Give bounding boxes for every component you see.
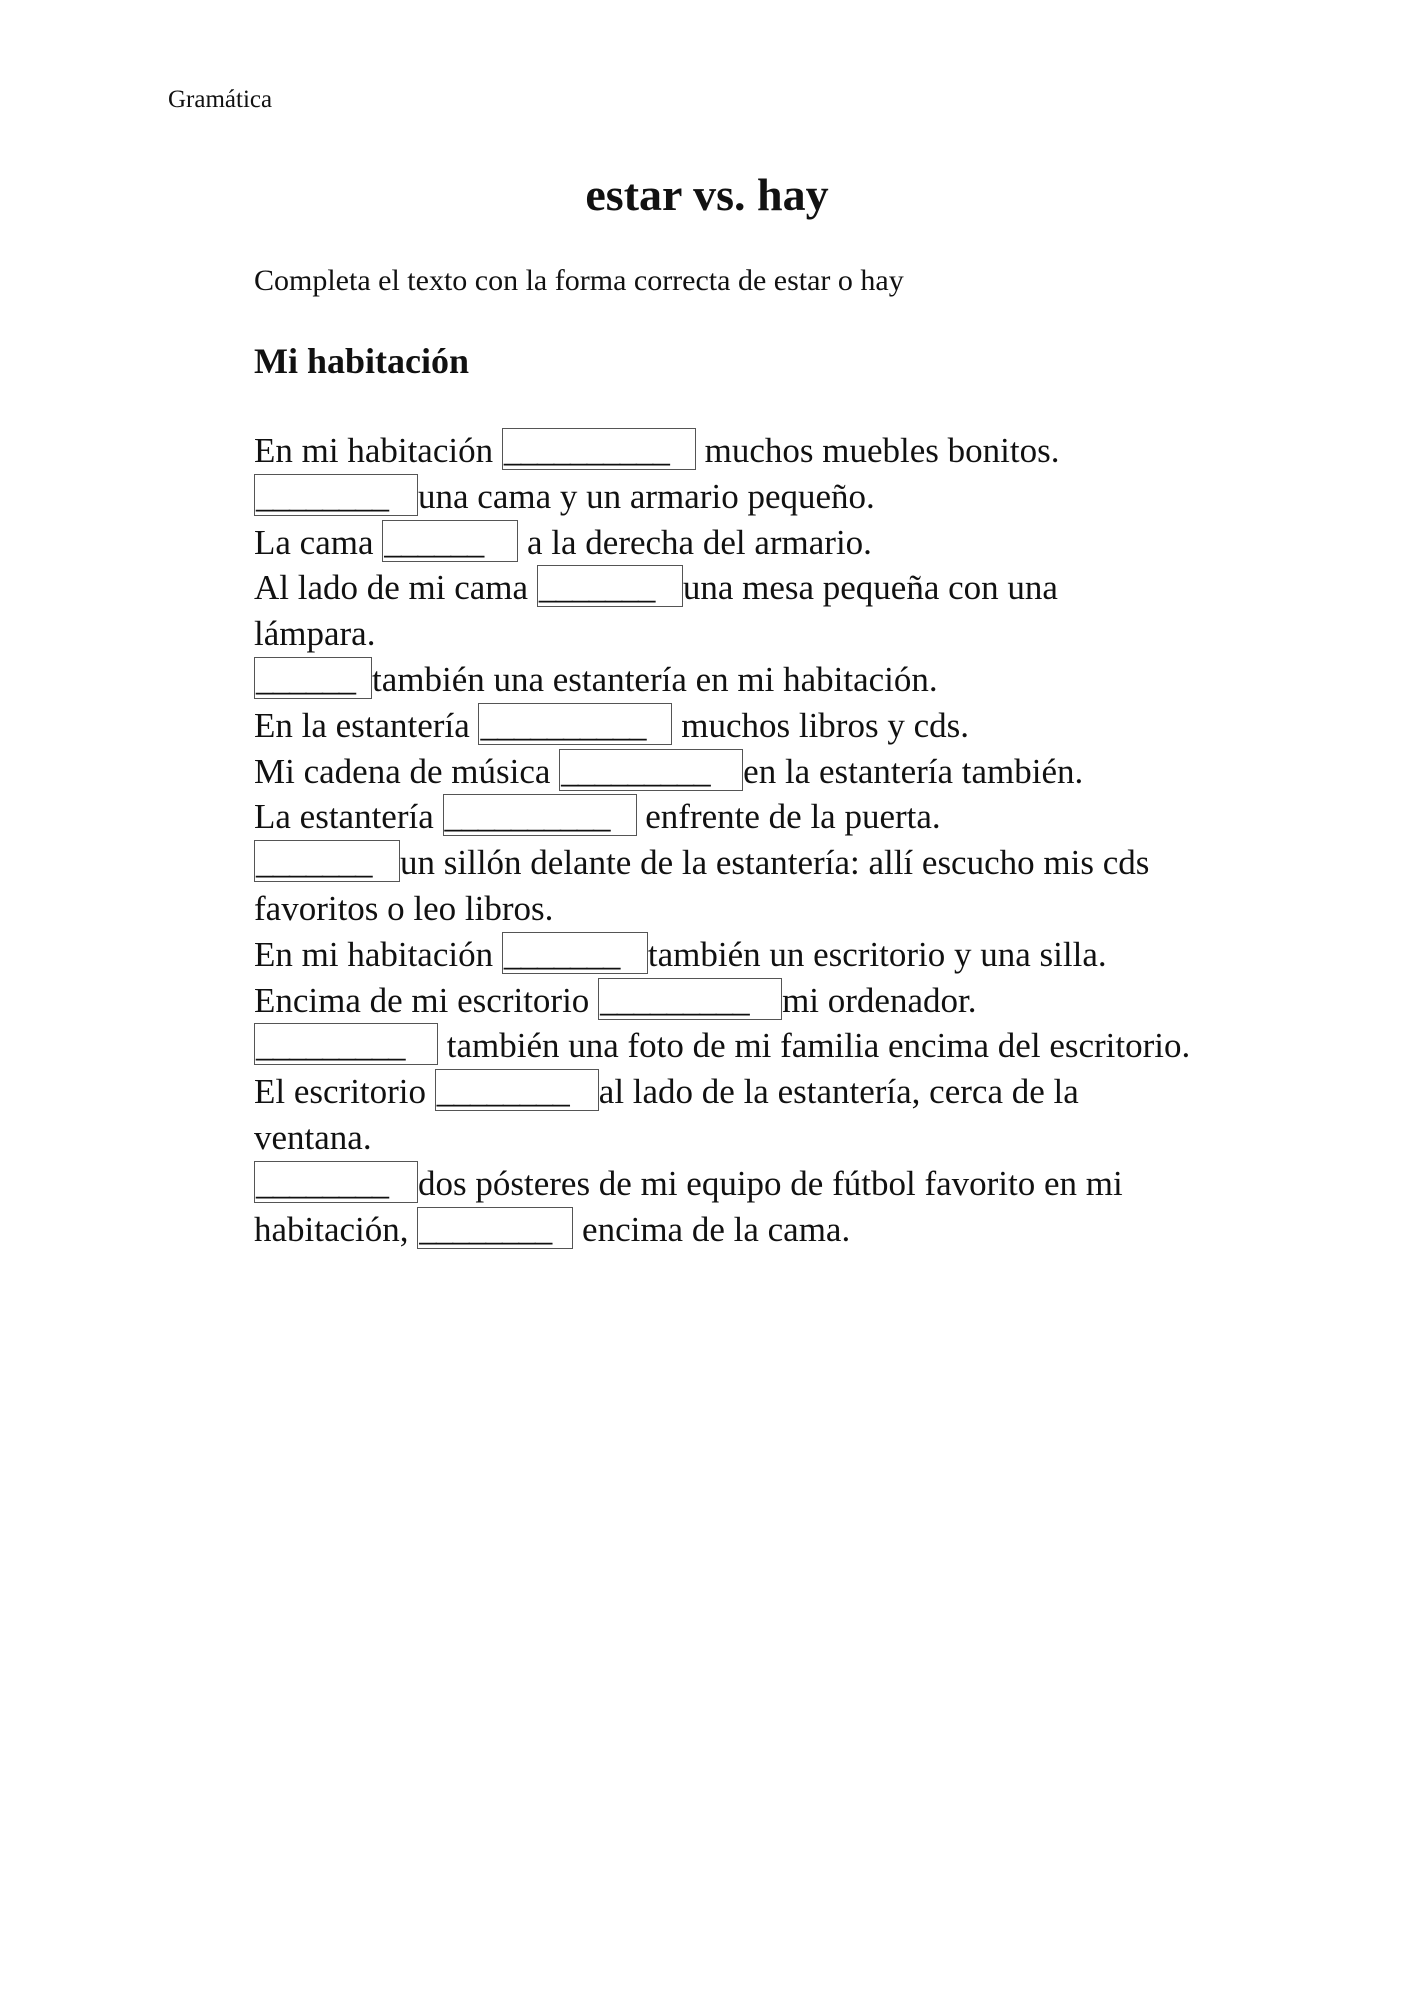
answer-blank[interactable]: _________ — [598, 978, 782, 1020]
answer-blank[interactable]: ________ — [254, 1161, 418, 1203]
sentence-text: En mi habitación — [254, 431, 502, 470]
exercise-line — [254, 794, 1254, 840]
exercise-line — [254, 1161, 1254, 1207]
section-title: Mi habitación — [254, 341, 470, 381]
exercise-line — [254, 932, 1254, 978]
exercise-line — [254, 840, 1254, 886]
sentence-text: Mi cadena de música — [254, 751, 560, 791]
sentence-text: enfrente de la puerta. — [636, 797, 941, 837]
sentence-text: Encima de mi escritorio — [254, 980, 599, 1020]
answer-blank[interactable]: _______ — [502, 932, 648, 974]
sentence-text: habitación, — [254, 1209, 418, 1249]
sentence-text: encima de la cama. — [573, 1209, 851, 1249]
sentence-text: muchos libros y cds. — [672, 705, 969, 745]
answer-blank[interactable]: __________ — [443, 794, 637, 836]
sentence-text: una cama y un armario pequeño. — [418, 476, 875, 516]
sentence-text: a la derecha del armario. — [518, 522, 872, 562]
sentence-text: En mi habitación — [254, 934, 502, 974]
sentence-text: La estantería — [254, 797, 443, 837]
sentence-text: dos pósteres de mi equipo de fútbol favorito en mi — [418, 1163, 1123, 1203]
exercise-line — [254, 1069, 1254, 1115]
answer-blank[interactable]: ________ — [435, 1069, 599, 1111]
exercise-text — [254, 428, 1254, 1252]
sentence-text: un sillón delante de la estantería: allí escucho mis cds — [400, 843, 1150, 883]
answer-blank[interactable]: _______ — [254, 840, 400, 882]
answer-blank[interactable]: _________ — [559, 749, 743, 791]
page-header: Gramática — [168, 86, 273, 113]
sentence-text: en la estantería también. — [743, 751, 1084, 791]
sentence-text: también una foto de mi familia encima del escritorio. — [438, 1026, 1191, 1066]
answer-blank[interactable]: ______ — [382, 520, 518, 562]
exercise-line — [254, 1115, 1254, 1161]
sentence-text: El escritorio — [254, 1072, 435, 1112]
exercise-line — [254, 520, 1254, 566]
answer-blank[interactable]: ______ — [254, 657, 372, 699]
sentence-text: La cama — [254, 522, 383, 562]
sentence-text: al lado de la estantería, cerca de la — [598, 1072, 1079, 1112]
sentence-text: Al lado de mi cama — [254, 568, 537, 608]
exercise-line — [254, 1207, 1254, 1253]
exercise-line — [254, 611, 1254, 657]
page-title: estar vs. hay — [585, 169, 829, 220]
exercise-line — [254, 703, 1254, 749]
exercise-line — [254, 749, 1254, 795]
exercise-line — [254, 428, 1254, 474]
instructions: Completa el texto con la forma correcta de estar o hay — [254, 264, 904, 297]
exercise-line — [254, 886, 1254, 932]
exercise-line — [254, 565, 1254, 611]
sentence-text: En la estantería — [254, 705, 479, 745]
answer-blank[interactable]: _________ — [254, 1023, 438, 1065]
sentence-text: lámpara. — [254, 614, 376, 654]
sentence-text: también un escritorio y una silla. — [647, 934, 1107, 974]
sentence-text: también una estantería en mi habitación. — [372, 659, 938, 699]
exercise-line — [254, 474, 1254, 520]
answer-blank[interactable]: ________ — [417, 1207, 573, 1249]
exercise-line — [254, 1023, 1254, 1069]
answer-blank[interactable]: ________ — [254, 474, 418, 516]
sentence-text: ventana. — [254, 1117, 372, 1157]
answer-blank[interactable]: __________ — [502, 428, 696, 470]
sentence-text: una mesa pequeña con una — [682, 568, 1058, 608]
answer-blank[interactable]: _______ — [537, 565, 683, 607]
sentence-text: muchos muebles bonitos. — [695, 431, 1060, 470]
sentence-text: favoritos o leo libros. — [254, 888, 554, 928]
exercise-line — [254, 657, 1254, 703]
answer-blank[interactable]: __________ — [478, 703, 672, 745]
sentence-text: mi ordenador. — [782, 980, 977, 1020]
exercise-line — [254, 978, 1254, 1024]
